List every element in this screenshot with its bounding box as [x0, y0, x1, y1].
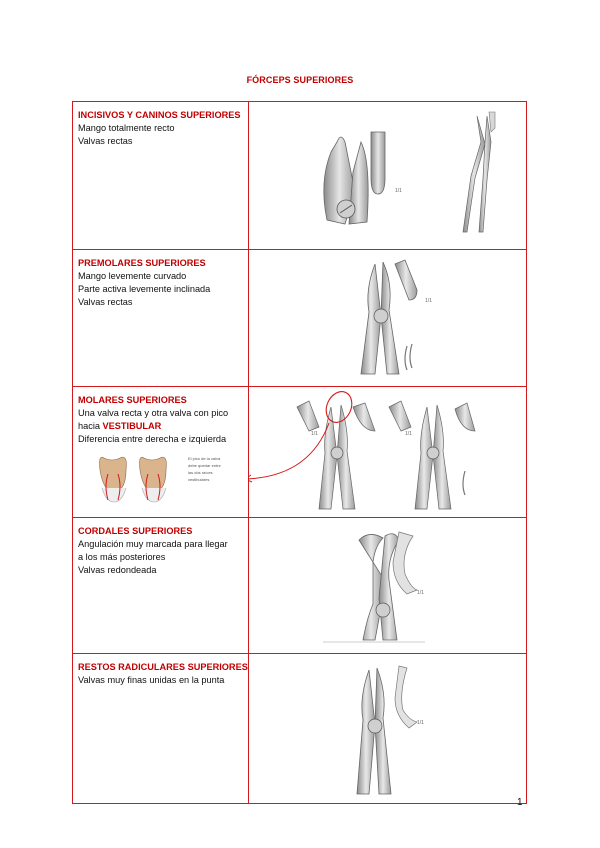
- row-image-cell: [249, 387, 527, 518]
- row-text-cell: [73, 387, 249, 518]
- row-text-cell: [73, 654, 249, 804]
- molar-forceps-illustration: [249, 387, 526, 512]
- table-row-incisivos: [73, 102, 527, 250]
- row-line: Diferencia entre derecha e izquierda: [78, 434, 227, 444]
- row-line: Mango levemente curvado: [78, 271, 187, 281]
- row-line: Valvas rectas: [78, 136, 133, 146]
- scale-label-right: 1/1: [405, 431, 412, 437]
- row-line: a los más posteriores: [78, 552, 166, 562]
- row-line: Valvas rectas: [78, 297, 133, 307]
- page-number: 1: [517, 797, 523, 808]
- row-image-cell: [249, 518, 527, 654]
- scale-label: 1/1: [417, 590, 424, 596]
- row-heading: MOLARES SUPERIORES: [78, 395, 187, 405]
- row-heading: INCISIVOS Y CANINOS SUPERIORES: [78, 110, 241, 120]
- molar-teeth-illustration: [78, 450, 248, 510]
- page-title: FÓRCEPS SUPERIORES: [246, 75, 354, 85]
- wisdom-forceps-illustration: [249, 518, 526, 648]
- forceps-table: [72, 101, 527, 804]
- annotation-line: El pico de la valva: [188, 456, 221, 461]
- row-image-cell: [249, 102, 527, 250]
- table-row-restos: [73, 654, 527, 804]
- premolar-forceps-illustration: [249, 250, 526, 381]
- annotation-line: debe quedar entre: [188, 463, 221, 468]
- row-line: [78, 420, 248, 433]
- table-row-molares: [73, 387, 527, 518]
- scale-label: 1/1: [417, 720, 424, 726]
- scale-label: 1/1: [425, 298, 432, 304]
- row-image-cell: [249, 654, 527, 804]
- annotation-line: vestibulares: [188, 477, 210, 482]
- table-row-premolares: [73, 250, 527, 387]
- row-line: Angulación muy marcada para llegar: [78, 539, 228, 549]
- highlight-vestibular: VESTIBULAR: [102, 421, 162, 431]
- row-line: Una valva recta y otra valva con pico: [78, 408, 229, 418]
- row-heading: PREMOLARES SUPERIORES: [78, 258, 206, 268]
- scale-label: 1/1: [395, 188, 402, 194]
- row-line-prefix: hacia: [78, 421, 103, 431]
- row-line: Valvas redondeada: [78, 565, 157, 575]
- row-heading: CORDALES SUPERIORES: [78, 526, 193, 536]
- row-heading: RESTOS RADICULARES SUPERIORES: [78, 662, 248, 672]
- row-text-cell: [73, 518, 249, 654]
- scale-label-left: 1/1: [311, 431, 318, 437]
- incisor-forceps-illustration: [249, 102, 526, 244]
- row-line: Parte activa levemente inclinada: [78, 284, 211, 294]
- row-line: Mango totalmente recto: [78, 123, 175, 133]
- row-image-cell: [249, 250, 527, 387]
- row-text-cell: [73, 102, 249, 250]
- annotation-line: las dos raíces: [188, 470, 213, 475]
- root-forceps-illustration: [249, 654, 526, 798]
- row-line: Valvas muy finas unidas en la punta: [78, 675, 225, 685]
- table-row-cordales: [73, 518, 527, 654]
- row-text-cell: [73, 250, 249, 387]
